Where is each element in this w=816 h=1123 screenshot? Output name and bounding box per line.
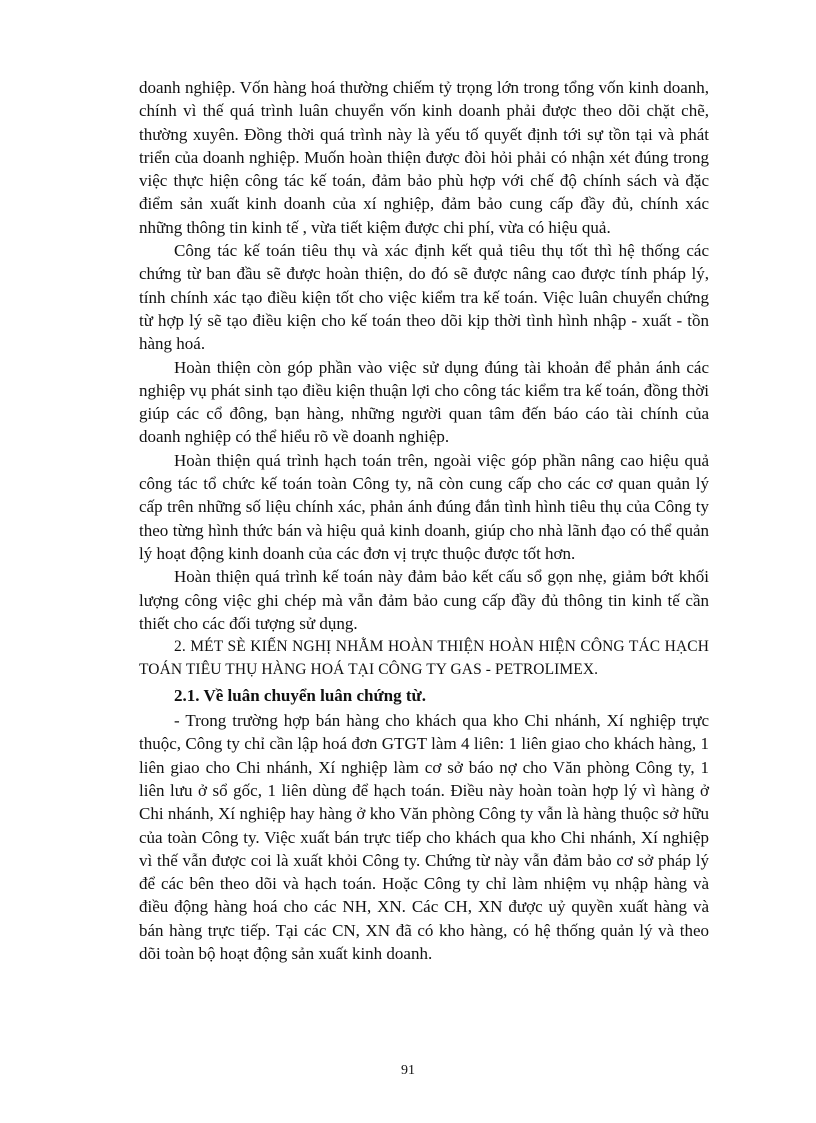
paragraph-accounting-process: Hoàn thiện quá trình hạch toán trên, ngoài việc góp phần nâng cao hiệu quả công tác tổ chức kế toán toàn Công ty, nã còn cung cấp cho các cơ quan quản lý cấp trên những số liệu chính xác, phản ánh đúng đắn tình hình tiêu thụ của Công ty theo từng hình thức bán và hiệu quả kinh doanh, giúp cho nhà lãnh đạo có thể quản lý hoạt động kinh doanh của các đơn vị trực thuộc được tốt hơn. [139,450,709,563]
page-number: 91 [401,1063,415,1078]
paragraph-document-flow: Công tác kế toán tiêu thụ và xác định kết quả tiêu thụ tốt thì hệ thống các chứng từ ban đầu sẽ được hoàn thiện, do đó sẽ được nâng cao được tính pháp lý, tính chính xác tạo điều kiện tốt cho việc kiểm tra kế toán. Việc luân chuyển chứng từ hợp lý sẽ tạo điều kiện cho kế toán theo dõi kịp thời tình hình nhập - xuất - tồn hàng hoá. [139,241,709,354]
paragraph-document-rotation: - Trong trường hợp bán hàng cho khách qua kho Chi nhánh, Xí nghiệp trực thuộc, Công ty chỉ cần lập hoá đơn GTGT làm 4 liên: 1 liên giao cho khách hàng, 1 liên giao cho Chi nhánh, Xí nghiệp làm cơ sở báo nợ cho Văn phòng Công ty, 1 liên lưu ở sổ gốc, 1 liên dùng để hạch toán. Điều này hoàn toàn hợp lý vì hàng ở Chi nhánh, Xí nghiệp hay hàng ở kho Văn phòng Công ty vẫn là hàng thuộc sở hữu của toàn Công ty. Việc xuất bán trực tiếp cho khách qua kho Chi nhánh, Xí nghiệp vì thế vẫn được coi là xuất khỏi Công ty. Chứng từ này vẫn đảm bảo cơ sở pháp lý để các bên theo dõi và hạch toán. Hoặc Công ty chỉ làm nhiệm vụ nhập hàng và điều động hàng hoá cho các NH, XN. Các CH, XN được uỷ quyền xuất hàng và bán hàng trực tiếp. Tại các CN, XN đã có kho hàng, có hệ thống quản lý và theo dõi toàn bộ hoạt động sản xuất kinh doanh. [139,711,709,963]
paragraph-account-usage: Hoàn thiện còn góp phần vào việc sử dụng đúng tài khoản để phản ánh các nghiệp vụ phát sinh tạo điều kiện thuận lợi cho công tác kiểm tra kế toán, đồng thời giúp các cổ đông, bạn hàng, những người quan tâm đến báo cáo tài chính của doanh nghiệp có thể hiểu rõ về doanh nghiệp. [139,357,709,447]
section-heading: 2. MÉT SÈ KIẾN NGHỊ NHẰM HOÀN THIỆN HOÀN HIỆN CÔNG TÁC HẠCH TOÁN TIÊU THỤ HÀNG HOÁ TẠI CÔNG TY GAS - PETROLIMEX. [139,638,709,679]
page-body [139,76,709,965]
paragraph-continuation: doanh nghiệp. Vốn hàng hoá thường chiếm tỷ trọng lớn trong tổng vốn kinh doanh, chính vì thế quá trình luân chuyển vốn kinh doanh phải được theo dõi chặt chẽ, thường xuyên. Đồng thời quá trình này là yếu tố quyết định tới sự tồn tại và phát triển của doanh nghiệp. Muốn hoàn thiện được đòi hỏi phải có nhận xét đúng trong việc thực hiện công tác kế toán, đảm bảo phù hợp với chế độ chính sách và đặc điểm sản xuất kinh doanh của xí nghiệp, đảm bảo cung cấp đầy đủ, chính xác những thông tin kinh tế , vừa tiết kiệm được chi phí, vừa có hiệu quả. [139,78,709,237]
paragraph-book-structure: Hoàn thiện quá trình kế toán này đảm bảo kết cấu sổ gọn nhẹ, giảm bớt khối lượng công việc ghi chép mà vẫn đảm bảo cung cấp đầy đủ thông tin kinh tế cần thiết cho các đối tượng sử dụng. [139,567,709,633]
subsection-heading: 2.1. Về luân chuyển luân chứng từ. [174,685,427,705]
